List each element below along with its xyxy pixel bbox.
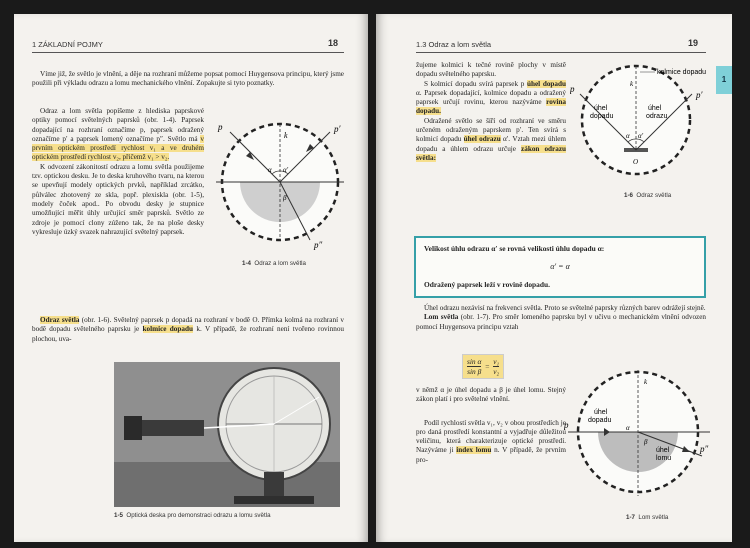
- term-lom-svetla: Lom světla: [424, 313, 459, 322]
- figure-1-6: [570, 54, 712, 184]
- right-page: [376, 14, 732, 542]
- term-kolmice-dopadu: kolmice dopadu: [142, 325, 193, 334]
- normal-k-label: k: [644, 378, 648, 386]
- term-rovina-dopadu: rovina dopadu.: [416, 98, 566, 116]
- ray-p2-label: p″: [700, 444, 709, 454]
- beta-label: β: [283, 194, 287, 202]
- beta-label: β: [644, 438, 648, 446]
- ray-p1-label: p′: [696, 90, 703, 100]
- header-rule: [32, 52, 344, 53]
- term-zakon-odrazu: zákon odrazu světla:: [416, 144, 567, 162]
- figure-1-7-caption: 1-7 Lom světla: [626, 514, 669, 521]
- figure-1-5-caption: 1-5 Optická deska pro demonstraci odrazu a lomu světla: [114, 512, 271, 519]
- uhel-dopadu-label-2: dopadu: [590, 113, 614, 120]
- alpha-label: α: [268, 166, 272, 174]
- uhel-odrazu-label-2: odrazu: [646, 113, 668, 120]
- ray-p2-label: p″: [314, 240, 323, 250]
- ray-p-label: p: [218, 122, 223, 132]
- page-number: 19: [688, 38, 699, 48]
- right-column-text: žujeme kolmici k tečné rovině plochy v místě dopadu světelného paprsku. S kolmicí dopadu svírá paprsek p úhel dopadu α. Paprsek dopadající, kolmice dopadu a odražený paprsek určují rovinu, kterou nazýváme rovina dopadu. Odražené světlo se šíří od rozhraní ve směru určeném odraženým paprskem p′. Ten svírá s kolmicí dopadu úhel odrazu α′. Vztah mezi úhlem dopadu a úhlem odrazu určuje zákon odrazu světla:: [416, 61, 567, 162]
- alpha-prime-label: α′: [638, 132, 644, 140]
- alpha-prime-label: α′: [283, 166, 289, 174]
- ray-p-label: p: [564, 420, 569, 430]
- alpha-label: α: [626, 424, 630, 432]
- point-o-label: O: [633, 158, 639, 166]
- ray-p-label: p: [570, 84, 575, 94]
- normal-k-label: k: [630, 80, 634, 88]
- uhel-odrazu-label-1: úhel: [648, 105, 662, 112]
- figure-1-6-caption: 1-6 Odraz světla: [624, 192, 672, 199]
- uhel-lomu-label-2: lomu: [656, 455, 672, 462]
- kolmice-dopadu-label: kolmice dopadu: [657, 69, 707, 76]
- law-of-reflection-box: Velikost úhlu odrazu α′ se rovná velikosti úhlu dopadu α: α′ = α Odražený paprsek leží v rovině dopadu.: [414, 236, 706, 298]
- uhel-dopadu-label-1: úhel: [594, 105, 608, 112]
- figure-1-4-caption: 1-4 Odraz a lom světla: [242, 260, 306, 267]
- refraction-explanation: v němž α je úhel dopadu a β je úhel lomu. Stejný zákon platí i pro světelné vlnění. Podíl rychlostí světla v₁, v₂ v obou prostředích je pro daná prostředí konstantní a vyjadřuje důležitou veličinu, která charakterizuje optické prostředí. Nazýváme ji index lomu n. V případě, že prvním pro-: [416, 386, 566, 464]
- chapter-header: 1 ZÁKLADNÍ POJMY: [32, 40, 103, 49]
- chapter-tab: 1: [716, 66, 732, 94]
- normal-k-label: k: [284, 131, 288, 140]
- uhel-dopadu-label-1: úhel: [594, 409, 608, 416]
- lom-paragraph: Úhel odrazu nezávisí na frekvenci světla. Proto se světelné paprsky různých barev odrážejí stejně. Lom světla (obr. 1-7). Pro směr lomeného paprsku byl v učivu o mechanickém vlnění odvozen pomocí Huygensova principu vztah: [416, 304, 707, 331]
- header-rule: [416, 52, 706, 53]
- uhel-dopadu-label-2: dopadu: [588, 417, 612, 424]
- figure-1-7: [564, 348, 714, 508]
- term-index-lomu: index lomu: [456, 446, 492, 455]
- alpha-label: α: [626, 132, 630, 140]
- odraz-paragraph: Odraz světla (obr. 1-6). Světelný paprsek p dopadá na rozhraní v bodě O. Přímka kolmá na rozhraní v bodě dopadu světelného paprsku je kolmice dopadu k. V případě, že rozhraní není tvořeno rovinnou plochou, uva-: [32, 316, 345, 343]
- intro-paragraph: Víme již, že světlo je vlnění, a děje na rozhraní můžeme popsat pomocí Huygensova principu, který jsme použili při výkladu odrazu a lomu mechanického vlnění. Zopakujte si tyto poznatky.: [32, 70, 344, 88]
- paprsky-paragraph: Odraz a lom světla popíšeme z hlediska paprskové optiky pomocí světelných paprsků (obr. 1-4). Paprsek dopadající na rozhraní označíme p, paprsek odražený označíme p′ a paprsek lomený označíme p″. Světlo má v prvním optickém prostředí rychlost v₁ a ve druhém optickém prostředí rychlost v₂, přičemž v₁ > v₂. K odvození zákonitostí odrazu a lomu světla použijeme tzv. optickou desku. Je to deska kruhového tvaru, na kterou se upevňují modely optických prvků, například zrcátko, půlválec zhotovený ze skla, popř. plexiskla (obr. 1-5), modely čoček apod.. Po obvodu desky je stupnice umožňující měřit úhly určující směr paprsků. Světlo ze zdroje je pomocí clony zúženo tak, že na ploše desky vykresluje úzký svazek nahrazující světelný paprsek.: [32, 107, 205, 236]
- term-uhel-odrazu: úhel odrazu: [463, 135, 501, 144]
- optical-desk-photo: [114, 362, 340, 507]
- snell-formula: $\frac{\text{sin α}}{\text{sin β}}$ = $\frac{\text{v₁}}{\text{v₂}}$: [462, 354, 504, 379]
- section-header: 1.3 Odraz a lom světla: [416, 40, 492, 49]
- ray-p1-label: p′: [334, 124, 341, 134]
- term-odraz-svetla: Odraz světla: [40, 316, 80, 324]
- page-number: 18: [328, 38, 339, 48]
- highlight-rychlost: v prvním optickém prostředí rychlost v₁ a ve druhém optickém prostředí rychlost v₂, přičemž v₁ > v₂.: [32, 134, 205, 162]
- left-page: [14, 14, 368, 542]
- uhel-lomu-label-1: úhel: [656, 447, 670, 454]
- figure-1-4: [210, 114, 350, 254]
- term-uhel-dopadu: úhel dopadu: [526, 79, 566, 88]
- reflection-formula: α′ = α: [550, 262, 570, 271]
